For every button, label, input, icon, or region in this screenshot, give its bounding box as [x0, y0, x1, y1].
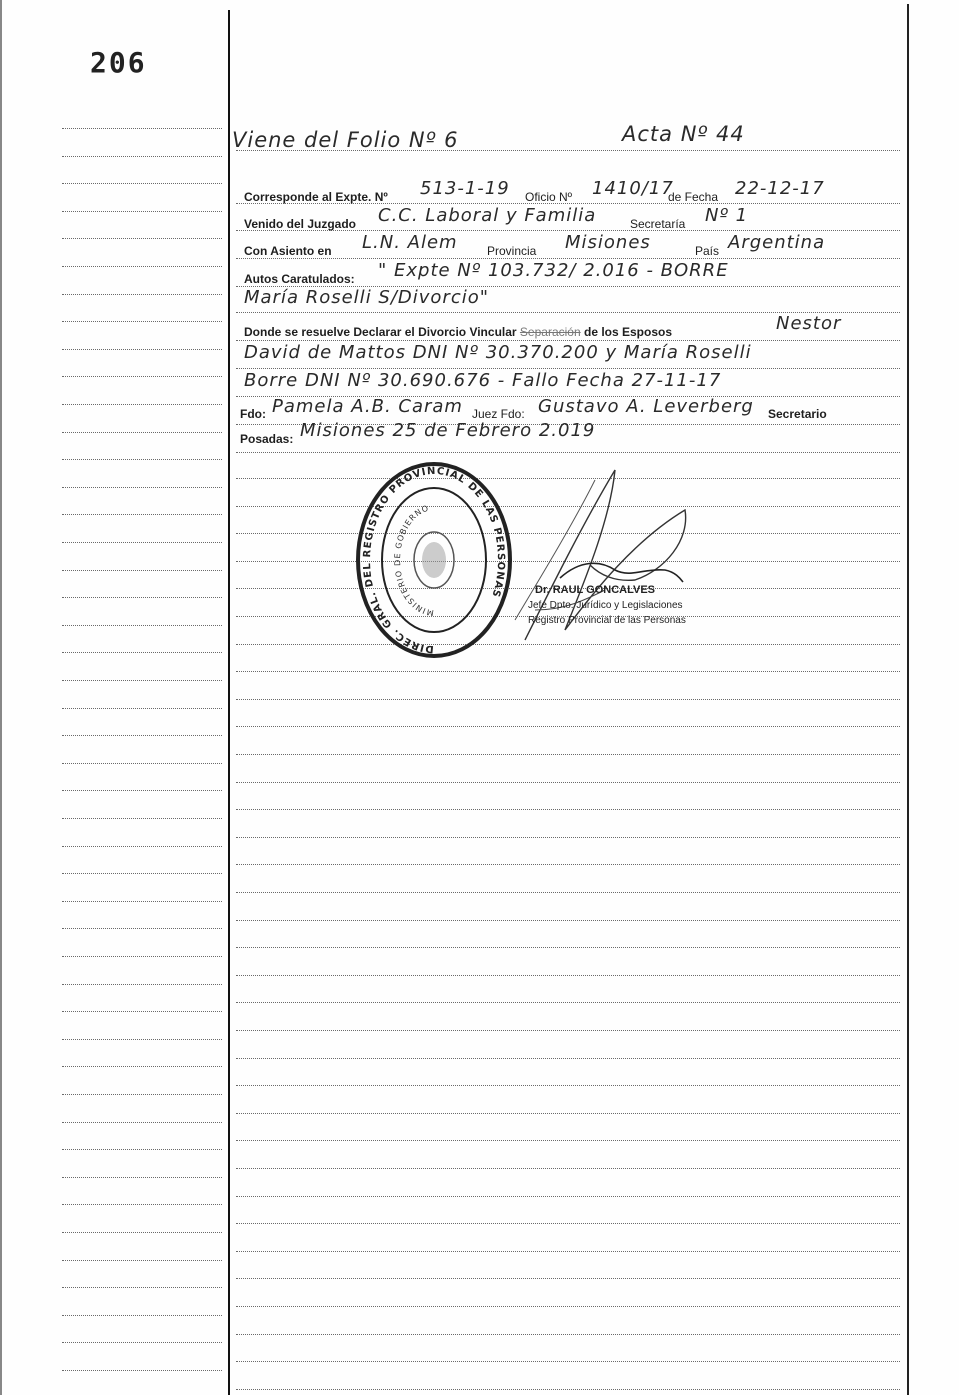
ruled-line: [236, 837, 900, 838]
ruled-line: [62, 349, 222, 350]
ruled-line: [62, 928, 222, 929]
seal-outer-text: DIREC. GRAL. DEL REGISTRO PROVINCIAL DE LAS PERSONAS: [362, 465, 507, 655]
ruled-line: [62, 321, 222, 322]
ruled-line: [236, 340, 900, 341]
ruled-line: [236, 1306, 900, 1307]
seal-inner-text: MINISTERIO DE GOBIERNO: [392, 503, 435, 618]
row3-provincia-value: Misiones: [565, 232, 651, 253]
row10-label-a: Posadas:: [240, 432, 294, 446]
ruled-line: [62, 514, 222, 515]
ruled-line: [62, 597, 222, 598]
ruled-line: [236, 1223, 900, 1224]
row8-esposos-cont: Borre DNI Nº 30.690.676 - Fallo Fecha 27-11-17: [244, 370, 722, 391]
ruled-line: [236, 1140, 900, 1141]
ruled-line: [62, 294, 222, 295]
ruled-line: [236, 699, 900, 700]
row9-label-a: Fdo:: [240, 407, 266, 421]
ruled-line: [62, 956, 222, 957]
ruled-line: [62, 266, 222, 267]
ruled-line: [62, 1011, 222, 1012]
signature-scribble: [505, 460, 705, 660]
ruled-line: [62, 1287, 222, 1288]
viene-del-folio: Viene del Folio Nº 6: [232, 128, 459, 152]
ruled-line: [236, 368, 900, 369]
row9-label-c: Secretario: [768, 407, 827, 421]
ruled-line: [62, 652, 222, 653]
row3-label-b: Provincia: [487, 244, 537, 258]
row4-autos-value: " Expte Nº 103.732/ 2.016 - BORRE: [378, 260, 729, 281]
official-seal: [354, 460, 514, 660]
ruled-line: [62, 1039, 222, 1040]
ruled-line: [62, 1122, 222, 1123]
ruled-line: [62, 432, 222, 433]
ruled-line: [62, 376, 222, 377]
acta-number: Acta Nº 44: [622, 122, 745, 146]
ruled-line: [62, 873, 222, 874]
ruled-line: [62, 156, 222, 157]
row6-label: Donde se resuelve Declarar el Divorcio Vincular Separación de los Esposos: [244, 325, 673, 339]
page-left-edge: [0, 0, 2, 1395]
row1-label-b: Oficio Nº: [525, 190, 573, 204]
row9-secretario-value: Gustavo A. Leverberg: [538, 396, 754, 417]
signer-title: Jefe Dpto. Jurídico y Legislaciones: [528, 600, 683, 611]
ruled-line: [236, 975, 900, 976]
right-rule: [907, 4, 909, 1395]
ruled-line: [62, 818, 222, 819]
ruled-line: [236, 1251, 900, 1252]
ruled-line: [236, 1278, 900, 1279]
ruled-line: [62, 542, 222, 543]
ruled-line: [62, 128, 222, 129]
row9-label-b: Juez Fdo:: [472, 407, 525, 421]
ruled-line: [236, 864, 900, 865]
ruled-line: [62, 1149, 222, 1150]
row1-label-c: de Fecha: [668, 190, 719, 204]
row1-oficio-value: 1410/17: [592, 178, 674, 199]
row10-posadas-value: Misiones 25 de Febrero 2.019: [300, 420, 596, 441]
ruled-line: [236, 1002, 900, 1003]
ruled-line: [62, 404, 222, 405]
ruled-line: [236, 1389, 900, 1390]
ruled-line: [236, 1113, 900, 1114]
ruled-line: [62, 625, 222, 626]
ruled-line: [62, 183, 222, 184]
ruled-line: [62, 1204, 222, 1205]
ruled-line: [62, 1066, 222, 1067]
row4-label-a: Autos Caratulados:: [244, 272, 355, 286]
margin-rule: [228, 10, 230, 1395]
page-number: 206: [90, 46, 147, 79]
ruled-line: [62, 1315, 222, 1316]
ruled-line: [236, 947, 900, 948]
ruled-line: [236, 782, 900, 783]
row2-juzgado-value: C.C. Laboral y Familia: [378, 205, 597, 226]
ruled-line: [236, 1168, 900, 1169]
ruled-line: [62, 984, 222, 985]
ruled-line: [62, 1342, 222, 1343]
ruled-line: [62, 1177, 222, 1178]
ruled-line: [62, 1094, 222, 1095]
row1-expte-value: 513-1-19: [420, 178, 510, 199]
row3-asiento-value: L.N. Alem: [362, 232, 458, 253]
ruled-line: [236, 258, 900, 259]
ruled-line: [236, 1030, 900, 1031]
ruled-line: [236, 671, 900, 672]
ruled-line: [62, 1370, 222, 1371]
ruled-line: [62, 846, 222, 847]
ruled-line: [62, 680, 222, 681]
ruled-line: [62, 763, 222, 764]
ruled-line: [236, 920, 900, 921]
ruled-line: [62, 1260, 222, 1261]
row1-fecha-value: 22-12-17: [735, 178, 825, 199]
ruled-line: [62, 487, 222, 488]
row3-label-c: País: [695, 244, 720, 258]
ruled-line: [236, 726, 900, 727]
ruled-line: [62, 211, 222, 212]
ruled-line: [236, 1334, 900, 1335]
ruled-line: [62, 459, 222, 460]
ruled-line: [236, 1196, 900, 1197]
row6-esposos-value: Nestor: [776, 313, 842, 334]
ruled-line: [236, 809, 900, 810]
row1-label-a: Corresponde al Expte. Nº: [244, 190, 388, 204]
ruled-line: [62, 790, 222, 791]
row2-label-b: Secretaría: [630, 217, 686, 231]
row3-label-a: Con Asiento en: [244, 244, 332, 258]
ruled-line: [62, 238, 222, 239]
ruled-line: [236, 1058, 900, 1059]
ruled-line: [62, 1232, 222, 1233]
ruled-line: [236, 1361, 900, 1362]
signer-office: Registro Provincial de las Personas: [528, 615, 686, 626]
ruled-line: [62, 735, 222, 736]
ruled-line: [62, 708, 222, 709]
ruled-line: [236, 754, 900, 755]
ruled-line: [62, 570, 222, 571]
row3-pais-value: Argentina: [728, 232, 826, 253]
ruled-line: [236, 452, 900, 453]
row9-juez-value: Pamela A.B. Caram: [272, 396, 463, 417]
ruled-line: [62, 901, 222, 902]
row2-label-a: Venido del Juzgado: [244, 217, 357, 231]
ruled-line: [236, 892, 900, 893]
row7-esposos-cont: David de Mattos DNI Nº 30.370.200 y María Roselli: [244, 342, 752, 363]
signer-name: Dr. RAUL GONCALVES: [535, 584, 655, 596]
row2-secretaria-value: Nº 1: [705, 205, 749, 226]
ruled-line: [236, 1085, 900, 1086]
row5-autos-cont: María Roselli S/Divorcio": [244, 287, 490, 308]
